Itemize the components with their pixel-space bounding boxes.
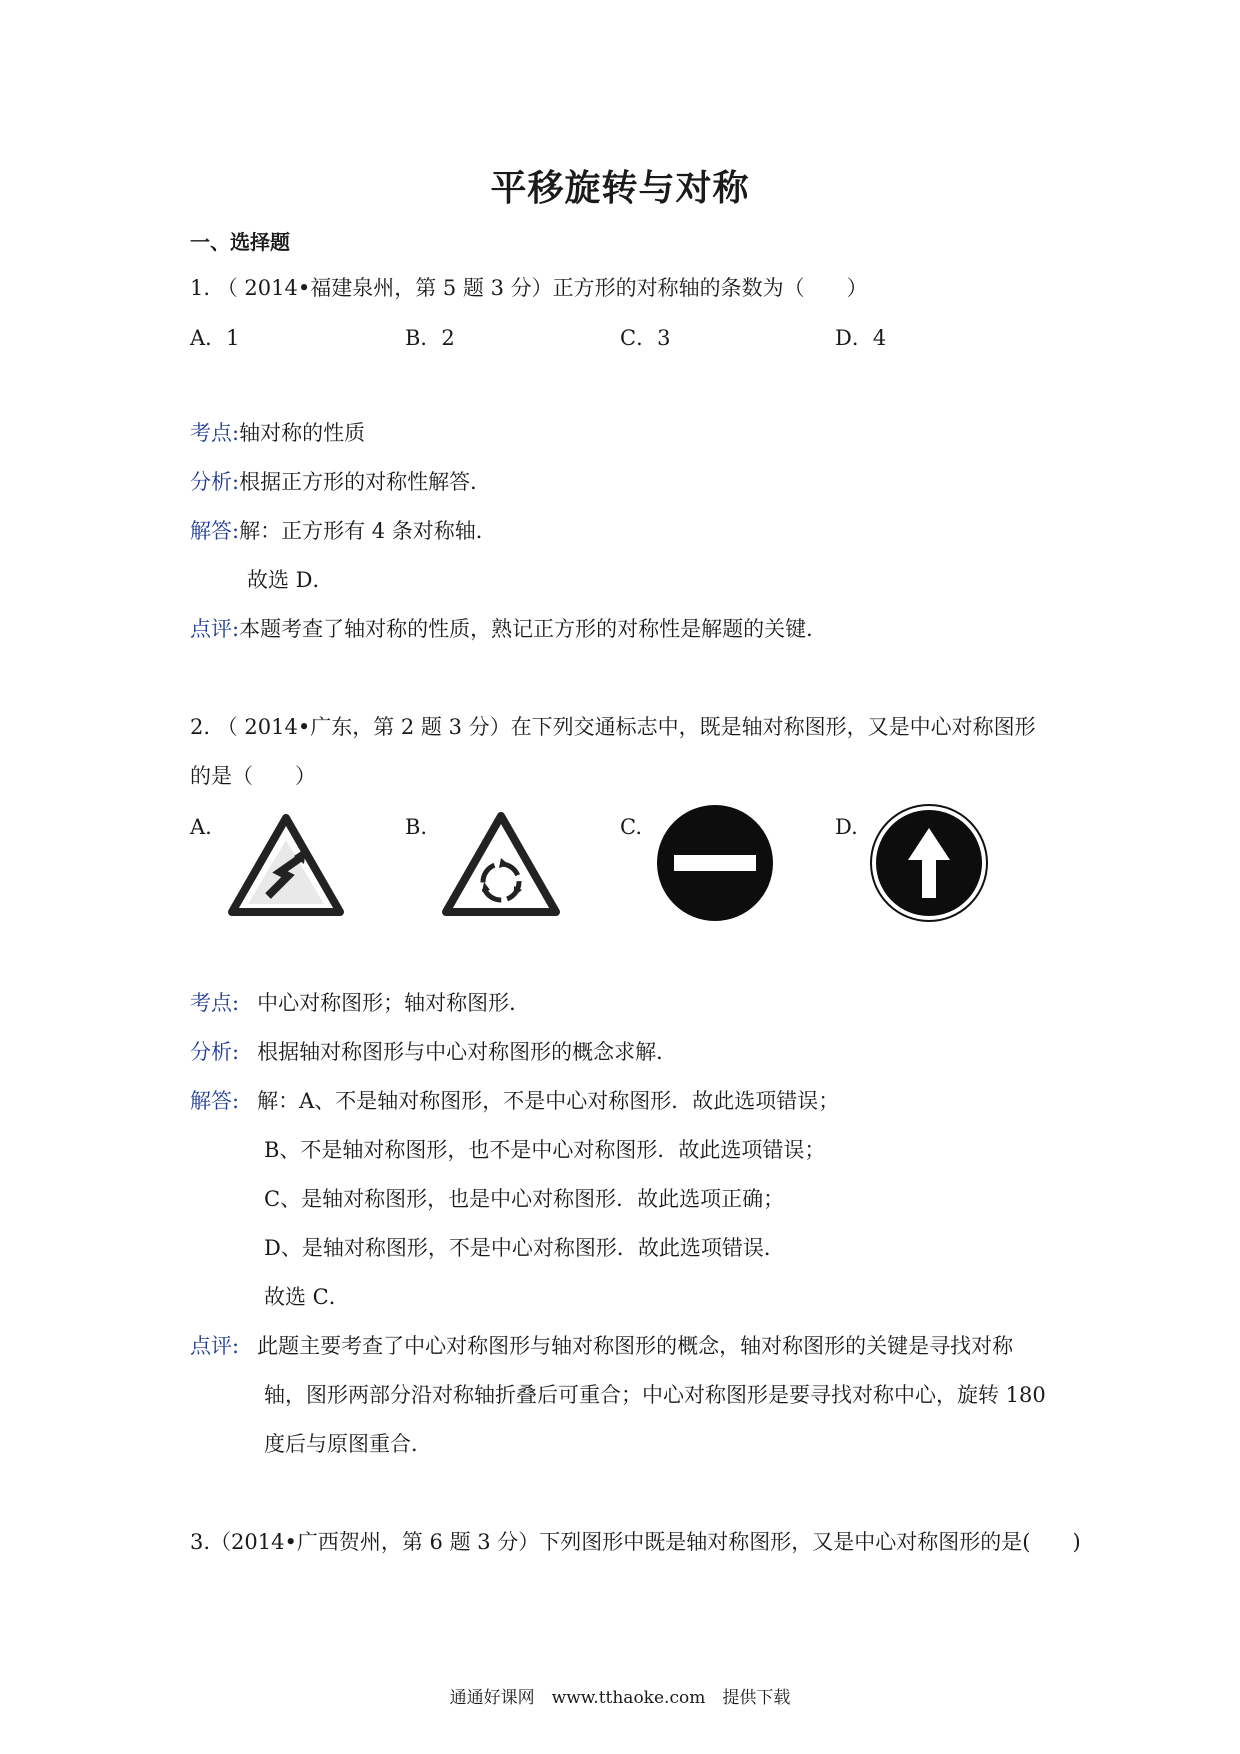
q2-dianping-line3: 度后与原图重合． [264,1432,432,1456]
q2-jieda-line2: B、不是轴对称图形，也不是中心对称图形．故此选项错误； [264,1138,826,1162]
straight-ahead-sign-icon [870,804,988,922]
q2-stem-line1: 2. （ 2014•广东，第 2 题 3 分）在下列交通标志中，既是轴对称图形，又是中心对称图形 [190,715,1036,739]
q2-fenxi-row [190,1037,677,1067]
q1-option-c: C．3 [620,326,671,350]
q1-jieda-row [190,516,497,546]
q1-jieda-label: 解答: [190,519,240,543]
q2-jieda-label: 解答: [190,1089,240,1113]
roundabout-sign-icon [442,812,560,918]
q1-fenxi-label: 分析: [190,470,240,494]
q1-kaodian-row [190,418,365,448]
q2-dianping-row [190,1331,1013,1361]
q1-option-d: D．4 [835,326,887,350]
q2-dianping-label: 点评: [190,1334,240,1358]
q1-kaodian-label: 考点: [190,421,240,445]
q2-kaodian-label: 考点: [190,991,240,1015]
q1-dianping-row [190,614,827,644]
page-footer: 通通好课网 www.tthaoke.com 提供下载 [449,1688,791,1708]
q2-option-c-label: C. [620,815,642,839]
q2-dianping-line1: 此题主要考查了中心对称图形与轴对称图形的概念，轴对称图形的关键是寻找对称 [257,1334,1014,1358]
q2-jieda-line4: D、是轴对称图形，不是中心对称图形．故此选项错误． [264,1236,785,1260]
q1-fenxi-text: 根据正方形的对称性解答． [239,470,492,494]
q2-jieda-row [190,1086,839,1116]
curve-road-sign-icon [228,814,344,918]
q1-jieda-text: 解：正方形有 4 条对称轴． [239,519,497,543]
q3-stem: 3.（2014•广西贺州，第 6 题 3 分）下列图形中既是轴对称图形，又是中心对称图形的是( ) [190,1530,1081,1554]
q2-jieda-line5: 故选 C． [264,1285,350,1309]
q1-option-a: A．1 [190,326,240,350]
q2-jieda-line3: C、是轴对称图形，也是中心对称图形．故此选项正确； [264,1187,785,1211]
q2-option-b-label: B. [405,815,428,839]
q2-kaodian-text: 中心对称图形；轴对称图形． [257,991,531,1015]
q1-kaodian-text: 轴对称的性质 [239,421,366,445]
no-entry-sign-icon [656,804,774,922]
q2-dianping-line2: 轴，图形两部分沿对称轴折叠后可重合；中心对称图形是要寻找对称中心，旋转 180 [264,1383,1046,1407]
page-title: 平移旋转与对称 [490,168,750,209]
q2-fenxi-text: 根据轴对称图形与中心对称图形的概念求解． [257,1040,678,1064]
q1-stem: 1. （ 2014•福建泉州，第 5 题 3 分）正方形的对称轴的条数为（ ） [190,276,868,300]
q2-fenxi-label: 分析: [190,1040,240,1064]
q1-fenxi-row [190,467,491,497]
q1-option-b: B．2 [405,326,455,350]
q1-jieda-conclusion: 故选 D． [247,568,334,592]
q2-stem-line2: 的是（ ） [190,764,316,788]
q2-jieda-line1: 解：A、不是轴对称图形，不是中心对称图形．故此选项错误； [257,1089,840,1113]
q1-dianping-text: 本题考查了轴对称的性质，熟记正方形的对称性是解题的关键． [239,617,828,641]
section-heading: 一、选择题 [190,230,290,254]
q1-dianping-label: 点评: [190,617,240,641]
q2-kaodian-row [190,988,530,1018]
q2-option-d-label: D. [835,815,858,839]
q2-option-a-label: A. [190,815,212,839]
